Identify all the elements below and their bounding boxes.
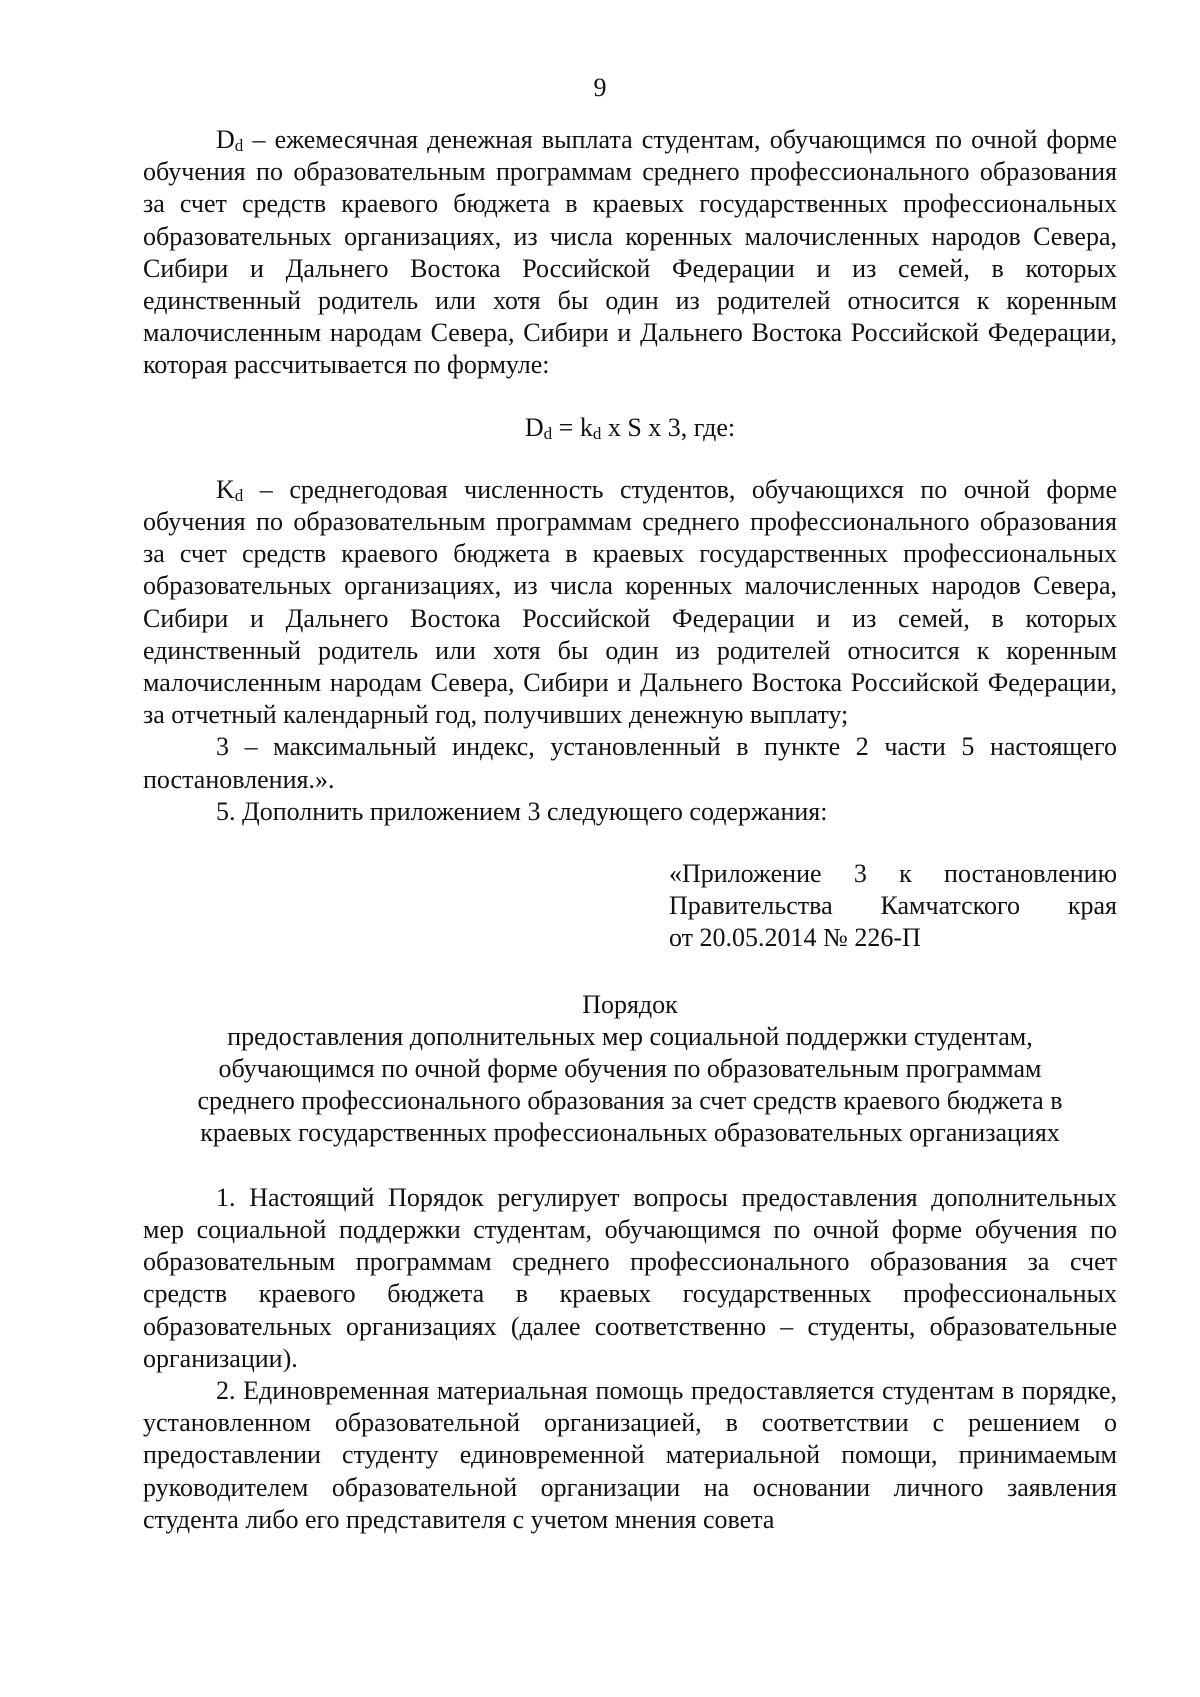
document-title-line-1: предоставления дополнительных мер социальной поддержки студентам, bbox=[227, 1021, 1033, 1051]
kd-definition-text: – среднегодовая численность студентов, обучающихся по очной форме обучения по образовательным программам среднего профессионального образования за счет средств краевого бюджета в краевых государственных профессиональных образовательных организациях, из числа коренных малочисленных народов Севера, Сибири и Дальнего Востока Российской Федерации и из семей, в которых единственный родитель или хотя бы один из родителей относится к коренным малочисленным народам Севера, Сибири и Дальнего Востока Российской Федерации, за отчетный календарный год, получивших денежную выплату; bbox=[143, 474, 1117, 730]
appendix-reference-line-2: Правительства Камчатского края bbox=[669, 891, 1117, 921]
formula-lhs: D bbox=[524, 412, 544, 442]
index-definition-paragraph: 3 – максимальный индекс, установленный в пункте 2 части 5 настоящего постановления.». bbox=[143, 732, 1117, 794]
paragraph-2: 2. Единовременная материальная помощь предоставляется студентам в порядке, установленном образовательной организацией, в соответствии с решением о предоставлении студенту единовременной материальной помощи, принимаемым руководителем образовательной организации на основании личного заявления студента либо его представителя с учетом мнения совета bbox=[143, 1375, 1117, 1534]
dd-definition-text: – ежемесячная денежная выплата студентам, обучающимся по очной форме обучения по образовательным программам среднего профессионального образования за счет средств краевого бюджета в краевых государственных профессиональных образовательных организациях, из числа коренных малочисленных народов Севера, Сибири и Дальнего Востока Российской Федерации и из семей, в которых единственный родитель или хотя бы один из родителей относится к коренным малочисленным народам Севера, Сибири и Дальнего Востока Российской Федерации, которая рассчитывается по формуле: bbox=[143, 125, 1117, 380]
formula bbox=[143, 412, 1117, 444]
document-title-heading: Порядок bbox=[582, 989, 678, 1019]
kd-definition-paragraph bbox=[143, 474, 1117, 732]
formula-k-subscript: d bbox=[592, 423, 602, 443]
dd-symbol-subscript: d bbox=[234, 136, 244, 155]
kd-symbol-subscript: d bbox=[234, 485, 244, 505]
appendix-reference-line-3: от 20.05.2014 № 226-П bbox=[669, 923, 921, 953]
formula-rest: x S x 3, где: bbox=[601, 412, 736, 442]
document-title bbox=[143, 989, 1117, 1150]
dd-symbol: D bbox=[216, 125, 235, 154]
item-5-paragraph: 5. Дополнить приложением 3 следующего содержания: bbox=[216, 796, 828, 826]
paragraph-1: 1. Настоящий Порядок регулирует вопросы предоставления дополнительных мер социальной поддержки студентам, обучающимся по очной форме обучения по образовательным программам среднего профессионального образования за счет средств краевого бюджета в краевых государственных профессиональных образовательных организациях (далее соответственно – студенты, образовательные организации). bbox=[143, 1182, 1117, 1373]
kd-symbol: K bbox=[216, 474, 235, 504]
formula-k: k bbox=[579, 412, 593, 442]
appendix-reference bbox=[669, 858, 1117, 955]
document-title-line-2: обучающимся по очной форме обучения по образовательным программам bbox=[218, 1054, 1042, 1084]
document-body bbox=[143, 124, 1117, 1536]
formula-lhs-subscript: d bbox=[543, 423, 553, 443]
page-number: 9 bbox=[593, 73, 607, 102]
document-title-line-3: среднего профессионального образования за счет средств краевого бюджета в bbox=[197, 1086, 1063, 1116]
formula-equals: = bbox=[552, 412, 580, 442]
document-title-line-4: краевых государственных профессиональных образовательных организациях bbox=[200, 1118, 1060, 1148]
appendix-reference-line-1: «Приложение 3 к постановлению bbox=[669, 859, 1117, 889]
dd-definition-paragraph bbox=[143, 124, 1117, 382]
